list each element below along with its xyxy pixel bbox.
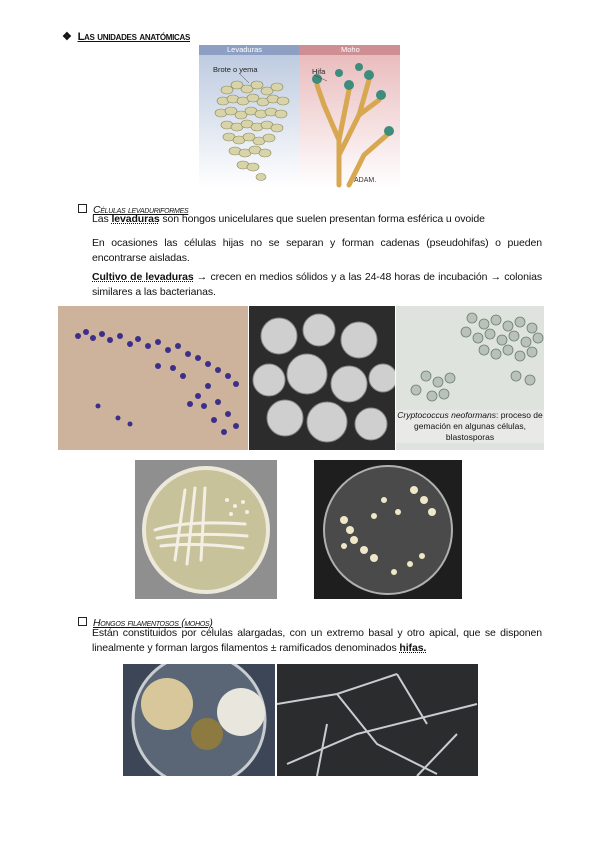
p3-post: → crecen en medios sólidos y a las 24-48 horas de incubación → colonias similares a las bacterianas. bbox=[92, 271, 542, 298]
caption-italic: Cryptococcus neoformans bbox=[397, 410, 496, 420]
p1-pre: Las bbox=[92, 213, 112, 225]
checkbox-icon bbox=[78, 204, 87, 213]
mold-p1-bold: hifas. bbox=[399, 642, 427, 654]
label-hifa: Hifa bbox=[312, 67, 326, 76]
p3-bold: Cultivo de levaduras bbox=[92, 271, 194, 283]
mold-heading-text: Hongos filamentosos (mohos) bbox=[93, 617, 213, 629]
adam-logo: ADAM. bbox=[354, 177, 377, 184]
caption-rest: : proceso de gemación en algunas células, blastosporas bbox=[414, 410, 543, 442]
yeast-paragraph-3 bbox=[92, 270, 542, 300]
yeast-paragraph-2: En ocasiones las células hijas no se separan y forman cadenas (pseudohifas) o pueden encontrarse aisladas. bbox=[92, 237, 542, 264]
cryptococcus-caption bbox=[396, 410, 544, 443]
checkbox-icon bbox=[78, 617, 87, 626]
label-brote-yema: Brote o yema bbox=[213, 65, 258, 74]
hyphae-micrograph-image bbox=[277, 664, 478, 776]
cryptococcus-image bbox=[396, 306, 544, 450]
mold-paragraph bbox=[92, 626, 542, 656]
gram-stain-yeast-image bbox=[58, 306, 248, 450]
diamond-bullet-icon: ❖ bbox=[62, 31, 72, 43]
main-heading-text: Las unidades anatómicas bbox=[77, 31, 191, 43]
p1-bold: levaduras bbox=[111, 213, 160, 225]
petri-streak-image bbox=[135, 460, 277, 599]
p1-post: son hongos unicelulares que suelen presentan forma esférica u ovoide bbox=[159, 213, 485, 225]
main-heading bbox=[62, 30, 190, 43]
yeast-mold-illustration bbox=[199, 45, 400, 188]
mold-p1-pre: Están constituidos por células alargadas, con un extremo basal y otro apical, que se disponen linealmente y forman largos filamentos ± ramificados denominados bbox=[92, 627, 542, 654]
sem-yeast-image bbox=[249, 306, 395, 450]
yeast-heading-text: Células levaduriformes bbox=[93, 204, 189, 216]
label-levaduras: Levaduras bbox=[227, 45, 263, 54]
mold-colonies-image bbox=[123, 664, 275, 776]
label-moho: Moho bbox=[341, 45, 360, 54]
yeast-paragraph-1 bbox=[92, 212, 542, 227]
petri-colonies-image bbox=[314, 460, 462, 599]
